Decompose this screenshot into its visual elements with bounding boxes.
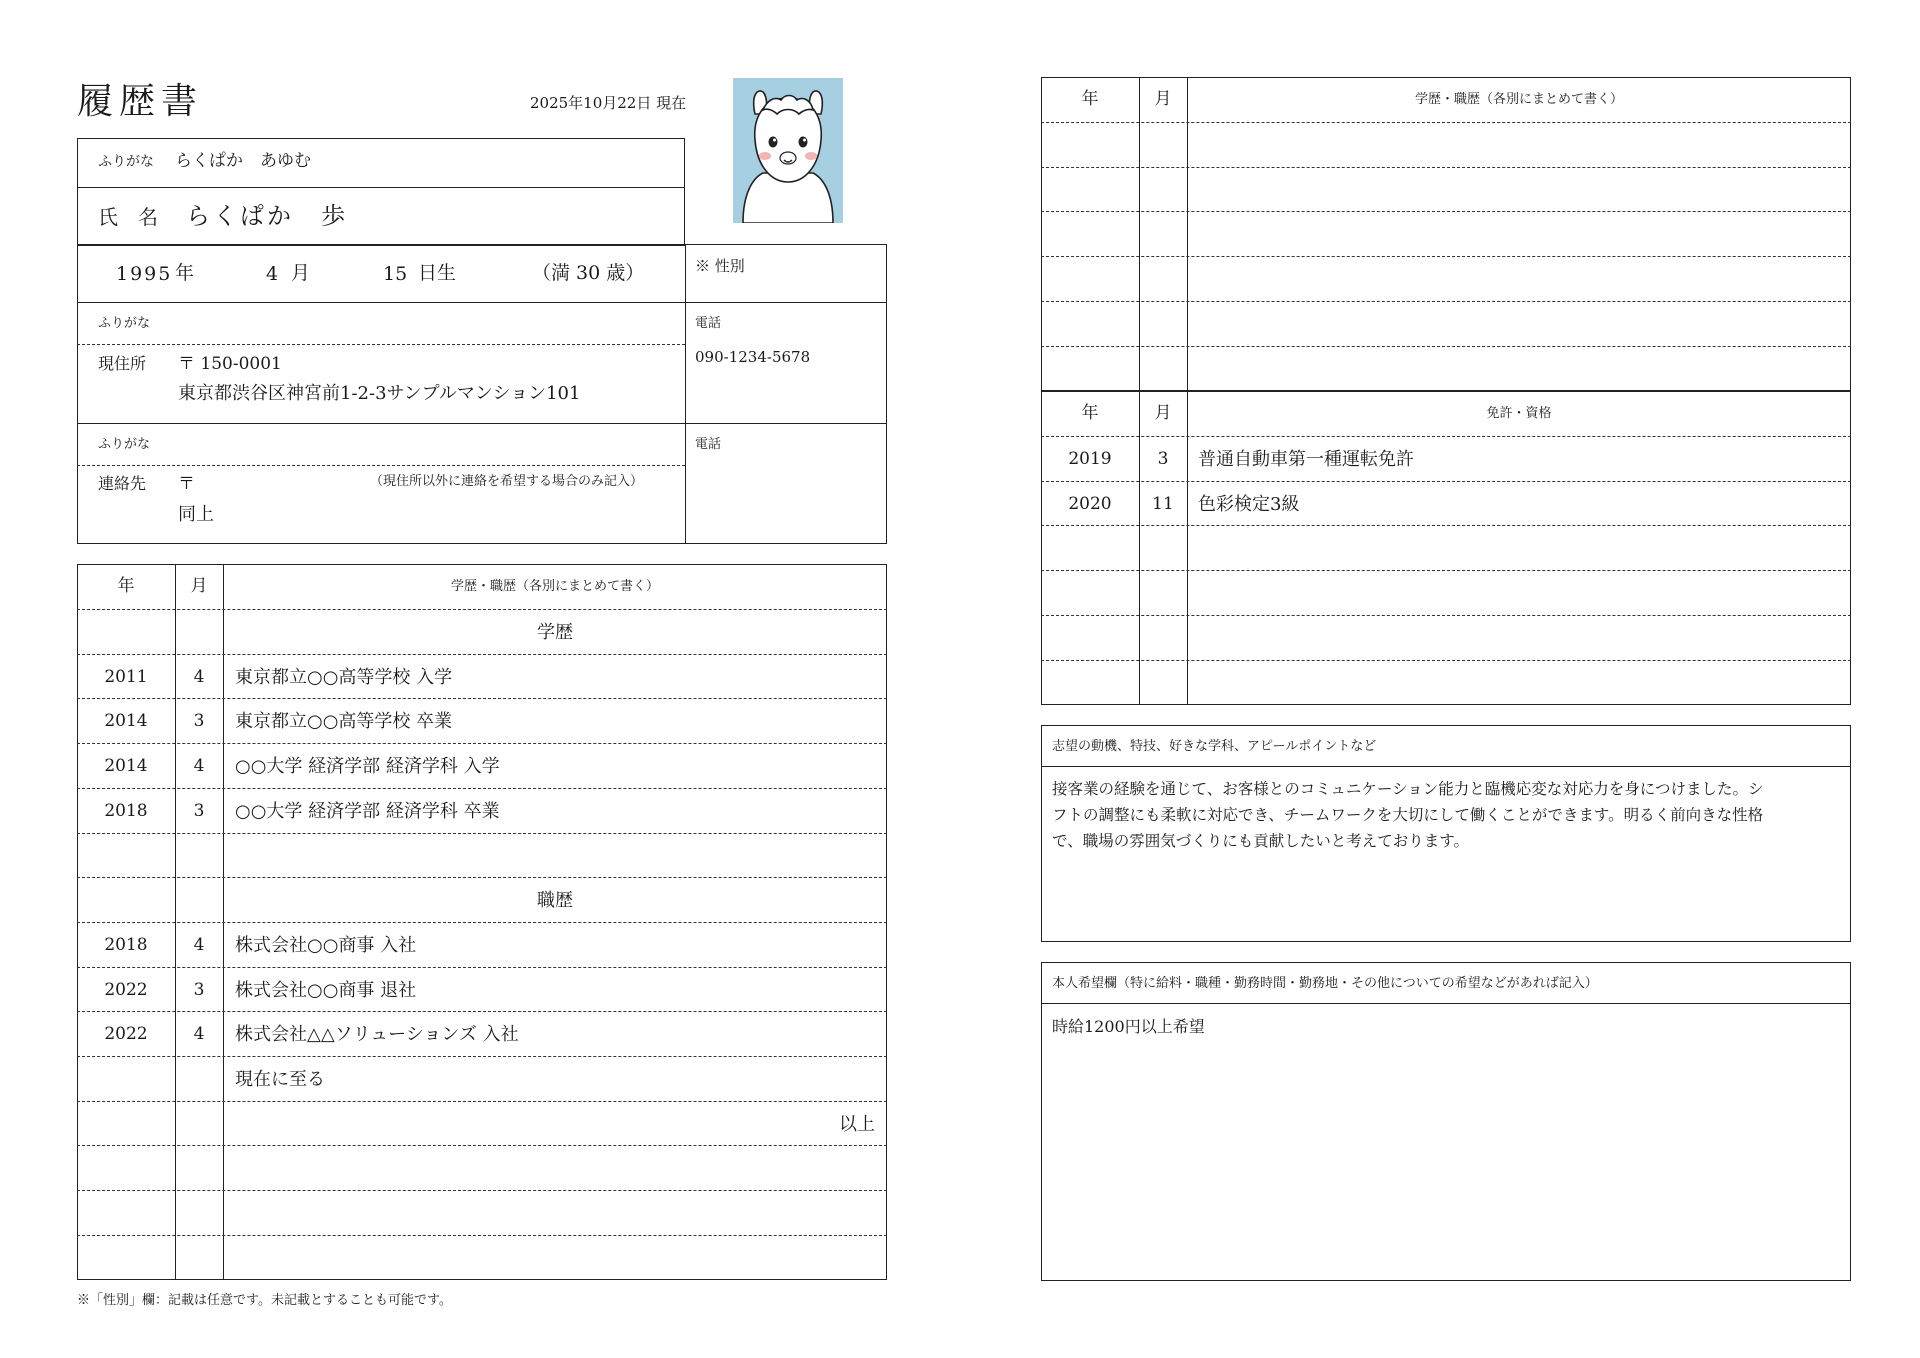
- birth-year: 1995: [116, 263, 173, 285]
- history-year: 2011: [104, 666, 148, 687]
- contact-furigana-label: ふりがな: [98, 437, 151, 452]
- row-divider: [1041, 660, 1851, 661]
- history2-col-month: 月: [1154, 89, 1172, 109]
- history2-col-year: 年: [1081, 89, 1099, 109]
- contact-label: 連絡先: [98, 474, 147, 493]
- license-col-title: 免許・資格: [1486, 406, 1552, 421]
- history-year: 2018: [104, 800, 148, 821]
- row-divider: [77, 743, 887, 744]
- row-divider: [1041, 436, 1851, 437]
- license-col-month: 月: [1154, 403, 1172, 423]
- page-title: 履歴書: [77, 81, 204, 122]
- address-postal: 〒 150-0001: [178, 354, 282, 374]
- address-label: 現住所: [98, 354, 147, 373]
- gender-label: ※ 性別: [695, 257, 745, 275]
- row-divider: [77, 788, 887, 789]
- license-col-year: 年: [1081, 403, 1099, 423]
- history-year: 2022: [104, 979, 148, 1000]
- history-month: 4: [193, 756, 205, 777]
- license-month: 3: [1157, 449, 1169, 469]
- history-text: ○○大学 経済学部 経済学科 卒業: [235, 800, 500, 822]
- address-line: 東京都渋谷区神宮前1-2-3サンプルマンション101: [178, 383, 581, 404]
- history-col-title: 学歴・職歴（各別にまとめて書く）: [450, 579, 659, 594]
- history-text: 職歴: [537, 890, 573, 912]
- row-divider: [77, 654, 887, 655]
- motivation-label: 志望の動機、特技、好きな学科、アピールポイントなど: [1052, 739, 1377, 754]
- history-text: 株式会社○○商事 入社: [235, 934, 417, 956]
- history-month: 4: [193, 666, 205, 687]
- row-divider: [1041, 122, 1851, 123]
- row-divider: [77, 877, 887, 878]
- history-text: 東京都立○○高等学校 卒業: [235, 711, 453, 733]
- row-divider: [1041, 615, 1851, 616]
- address-furigana-label: ふりがな: [98, 316, 151, 331]
- footnote: ※「性別」欄：記載は任意です。未記載とすることも可能です。: [77, 1293, 452, 1308]
- row-divider: [1041, 301, 1851, 302]
- history-col-year: 年: [117, 576, 135, 596]
- history-text: 以上: [839, 1113, 875, 1135]
- history-month: 4: [193, 934, 205, 955]
- contact-postal: 〒: [178, 474, 195, 494]
- name-box: [77, 138, 685, 246]
- request-label: 本人希望欄（特に給料・職種・勤務時間・勤務地・その他についての希望などがあれば記入）: [1052, 976, 1598, 991]
- row-divider: [77, 967, 887, 968]
- row-divider: [77, 1145, 887, 1146]
- row-divider: [1041, 211, 1851, 212]
- birth-month-unit: 月: [291, 262, 311, 284]
- history-year: 2018: [104, 934, 148, 955]
- furigana-text: らくぱか あゆむ: [175, 151, 311, 171]
- row-divider: [1041, 346, 1851, 347]
- contact-phone-label: 電話: [695, 437, 722, 452]
- row-divider: [1041, 167, 1851, 168]
- history-text: 株式会社△△ソリューションズ 入社: [235, 1024, 519, 1046]
- contact-note: （現住所以外に連絡を希望する場合のみ記入）: [370, 474, 644, 489]
- license-month: 11: [1152, 493, 1174, 514]
- history-year: 2014: [104, 756, 148, 777]
- row-divider: [77, 1190, 887, 1191]
- motivation-line-2: フトの調整にも柔軟に対応でき、チームワークを大切にして働くことができます。明るく前向きな性格: [1052, 806, 1764, 824]
- license-year: 2020: [1068, 493, 1112, 514]
- row-divider: [1041, 570, 1851, 571]
- row-divider: [77, 833, 887, 834]
- row-divider: [77, 1056, 887, 1057]
- photo: [733, 78, 843, 223]
- history-col-month: 月: [190, 576, 208, 596]
- furigana-label: ふりがな: [98, 154, 154, 170]
- date-text: 2025年10月22日 現在: [530, 94, 687, 112]
- row-divider: [77, 922, 887, 923]
- history-year: 2014: [104, 711, 148, 732]
- request-text: 時給1200円以上希望: [1052, 1017, 1205, 1036]
- row-divider: [1041, 256, 1851, 257]
- name-text: らくぱか 歩: [186, 202, 348, 230]
- history2-col-title: 学歴・職歴（各別にまとめて書く）: [1414, 92, 1623, 107]
- row-divider: [1041, 525, 1851, 526]
- birth-day-unit: 日生: [418, 262, 457, 284]
- history-month: 4: [193, 1024, 205, 1045]
- history-month: 3: [193, 800, 205, 821]
- history-year: 2022: [104, 1024, 148, 1045]
- row-divider: [1041, 481, 1851, 482]
- license-table: [1041, 390, 1851, 705]
- history-text: 株式会社○○商事 退社: [235, 979, 417, 1001]
- history-text: ○○大学 経済学部 経済学科 入学: [235, 756, 500, 778]
- license-year: 2019: [1068, 449, 1112, 469]
- license-text: 普通自動車第一種運転免許: [1198, 449, 1414, 470]
- row-divider: [77, 1235, 887, 1236]
- history-text: 東京都立○○高等学校 入学: [235, 666, 453, 688]
- motivation-line-1: 接客業の経験を通じて、お客様とのコミュニケーション能力と臨機応変な対応力を身につけました。シ: [1052, 780, 1764, 798]
- birth-day: 15: [383, 263, 408, 285]
- row-divider: [77, 1011, 887, 1012]
- address-phone-label: 電話: [695, 316, 722, 331]
- history-month: 3: [193, 711, 205, 732]
- contact-line: 同上: [178, 504, 214, 525]
- motivation-line-3: で、職場の雰囲気づくりにも貢献したいと考えております。: [1052, 832, 1469, 850]
- request-box: [1041, 962, 1851, 1281]
- row-divider: [77, 1101, 887, 1102]
- history-month: 3: [193, 979, 205, 1000]
- history-text: 学歴: [537, 622, 573, 643]
- birth-month: 4: [266, 263, 279, 285]
- history-text: 現在に至る: [235, 1069, 325, 1090]
- row-divider: [77, 609, 887, 610]
- alpaca-icon: [733, 78, 843, 223]
- row-divider: [77, 698, 887, 699]
- birth-year-unit: 年: [175, 262, 195, 284]
- license-text: 色彩検定3級: [1198, 493, 1300, 515]
- address-phone: 090-1234-5678: [695, 348, 811, 366]
- age-text: （満 30 歳）: [532, 262, 645, 284]
- name-label: 氏 名: [98, 205, 158, 229]
